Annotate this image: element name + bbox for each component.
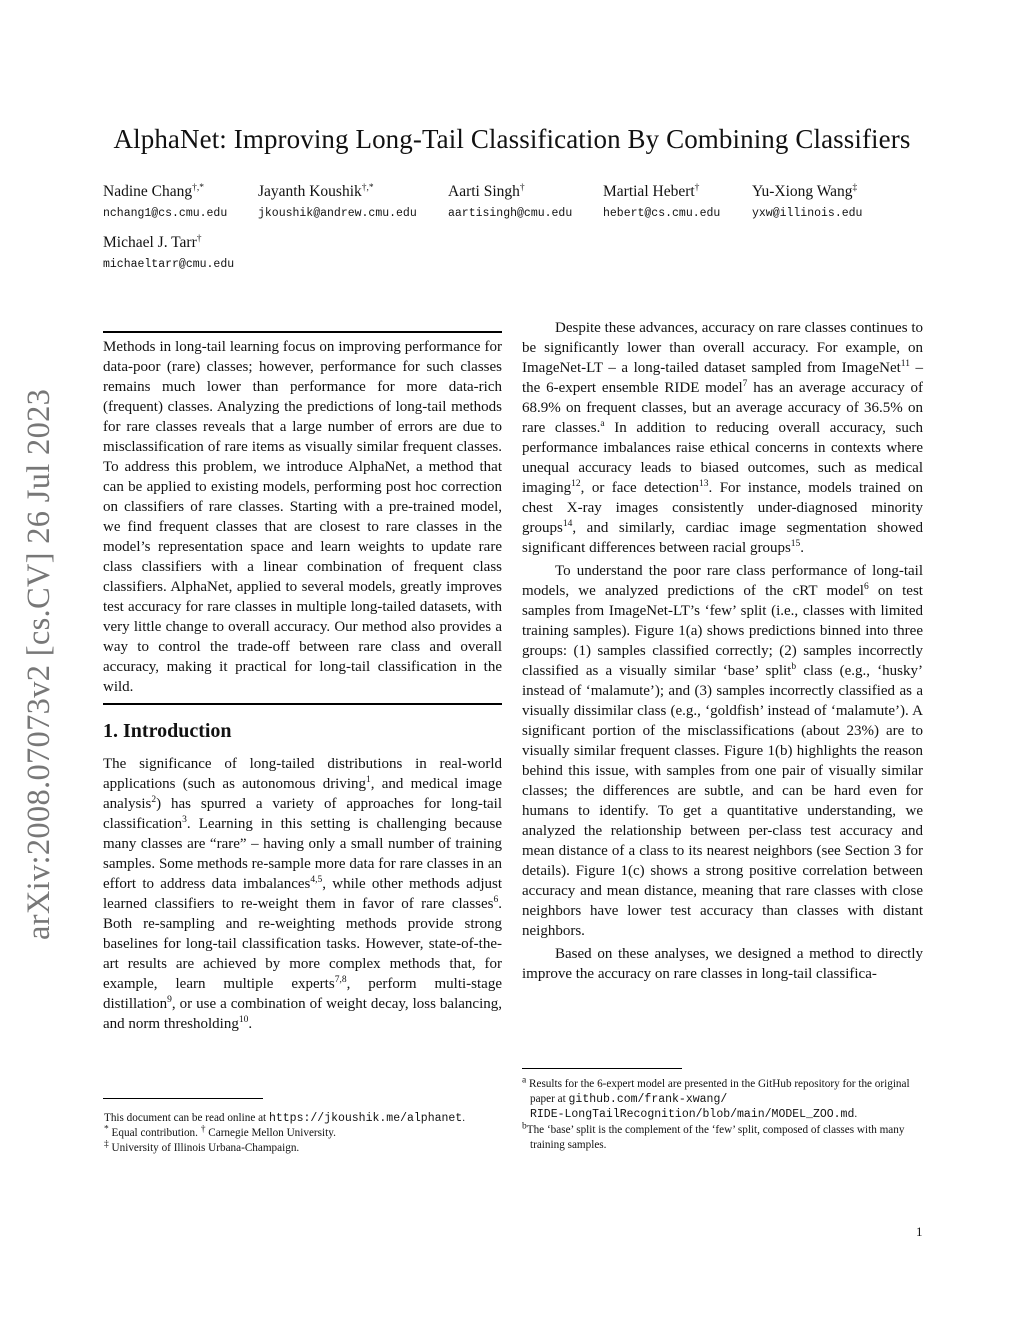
citation: 4,5 <box>310 875 323 885</box>
affiliation-mark: † <box>519 182 525 193</box>
author-6 <box>103 234 234 271</box>
author-email: yxw@illinois.edu <box>752 207 863 220</box>
author-email: hebert@cs.cmu.edu <box>603 207 721 220</box>
author-name: Yu-Xiong Wang <box>752 183 853 200</box>
author-email: jkoushik@andrew.cmu.edu <box>258 207 417 220</box>
citation: 15 <box>790 539 801 549</box>
citation: 6 <box>493 895 499 905</box>
affiliation-mark: †,* <box>192 182 204 193</box>
author-name: Martial Hebert <box>603 183 695 200</box>
author-2 <box>258 183 417 220</box>
citation: 14 <box>562 519 573 529</box>
project-link[interactable]: https://jkoushik.me/alphanet <box>268 1112 463 1125</box>
citation: 10 <box>238 1015 249 1025</box>
page-number: 1 <box>916 1224 923 1239</box>
citation: 7 <box>742 379 748 389</box>
affiliation-mark: ‡ <box>852 182 858 193</box>
footnote-mark: b <box>791 662 797 672</box>
footnote-rule-left <box>103 1098 263 1099</box>
footnote-mark: a <box>600 419 605 429</box>
author-name: Michael J. Tarr <box>103 234 197 251</box>
abstract <box>103 337 502 697</box>
citation: 6 <box>863 582 869 592</box>
author-1 <box>103 183 227 220</box>
author-email: nchang1@cs.cmu.edu <box>103 207 228 220</box>
author-email: aartisingh@cmu.edu <box>448 207 573 220</box>
affiliation-mark: † <box>694 182 700 193</box>
arxiv-identifier: arXiv:2008.07073v2 [cs.CV] 26 Jul 2023 <box>21 388 57 940</box>
citation: 13 <box>699 479 709 489</box>
paper-title: AlphaNet: Improving Long-Tail Classification By Combining Classifiers <box>113 124 911 154</box>
abstract-bottom-rule <box>103 703 502 705</box>
footnote-b: $^b$The ‘base’ split is the complement of the ‘few’ split, composed of classes with many training samples. <box>522 1121 905 1151</box>
author-4 <box>603 183 720 220</box>
github-link[interactable]: github.com/frank-xwang/ <box>568 1093 728 1106</box>
footnote-a: $^a$ Results for the 6-expert model are presented in the GitHub repository for the original paper at github.com/frank-xwang/ RIDE-LongTailRecognition/blob/main/MODEL_ZOO.md. <box>522 1075 910 1121</box>
github-link-cont[interactable]: RIDE-LongTailRecognition/blob/main/MODEL_ZOO.md <box>530 1108 855 1121</box>
citation: 1 <box>366 775 371 785</box>
citation: 9 <box>167 995 172 1005</box>
footnote-affiliations: * Equal contribution. † Carnegie Mellon University. <box>104 1124 336 1139</box>
citation: 12 <box>571 479 581 489</box>
citation: 2 <box>151 795 157 805</box>
author-name: Nadine Chang <box>103 183 193 200</box>
author-name: Jayanth Koushik <box>258 183 362 200</box>
footnotes-right <box>522 1077 924 1153</box>
intro-paragraph-3: To understand the poor rare class performance of long-tail models, we analyzed predictions of the cRT model$^6$ on test samples from ImageNet-LT’s ‘few’ split (i.e., classes with limited training samples). Figure 1(a) shows predictions binned into three groups: (1) samples classified correctly; (2) samples incorrectly classified as a visually similar ‘base’ split$^b$ class (e.g., ‘husky’ instead of ‘malamute’); and (3) samples incorrectly classified as a visually dissimilar class (e.g., ‘goldfish’ instead of ‘malamute’). A significant portion of the misclassifications (about 23%) are to visually similar frequent classes. Figure 1(b) highlights the reason behind this issue, with samples from one pair of visually similar classes; the differences are subtle, and can be hard even for humans to identify. To get a quantitative understanding, we analyzed the relationship between per-class test accuracy and mean distance of a class to its nearest neighbors (see Section 3 for details). Figure 1(c) shows a strong positive correlation between accuracy and mean distance, meaning that rare classes with close neighbors have lower test accuracy than classes with distant neighbors. <box>522 563 924 939</box>
author-name: Aarti Singh <box>448 183 520 200</box>
footnote-rule-right <box>522 1068 682 1069</box>
author-email: michaeltarr@cmu.edu <box>103 258 235 271</box>
author-3 <box>448 183 572 220</box>
intro-paragraph-1: The significance of long-tailed distributions in real-world applications (such as autonomous driving$^1$, and medical image analysis$^2$) has spurred a variety of approaches for long-tail classification$^3$. Learning in this setting is challenging because many classes are “rare” – having only a small number of training samples. Some methods re-sample more data for rare classes in an effort to address data imbalances$^{4,5}$, while other methods adjust learned classifiers to re-weight them in favor of rare classes$^6$. Both re-sampling and re-weighting methods provide strong baselines for long-tail classification tasks. However, state-of-the-art results are achieved by more complex methods that, for example, learn multiple experts$^{7,8}$, perform multi-stage distillation$^9$, or use a combination of weight decay, loss balancing, and norm thresholding$^{10}$. <box>103 756 502 1032</box>
footnote-affiliation-2: ‡ University of Illinois Urbana-Champaign. <box>104 1139 300 1154</box>
right-column <box>522 318 923 984</box>
citation: 7,8 <box>334 975 347 985</box>
citation: 11 <box>900 359 910 369</box>
author-5 <box>752 183 862 220</box>
affiliation-mark: † <box>196 233 202 244</box>
affiliation-mark: †,* <box>361 182 374 193</box>
footnote-url-line: This document can be read online at https://jkoushik.me/alphanet. <box>104 1112 465 1125</box>
footnotes-left <box>104 1111 504 1156</box>
abstract-top-rule <box>103 331 502 333</box>
intro-paragraph-2: Despite these advances, accuracy on rare classes continues to be significantly lower than overall accuracy. For example, on ImageNet-LT – a long-tailed dataset sampled from ImageNet$^{11}$ – the 6-expert ensemble RIDE model$^7$ has an average accuracy of 68.9% on frequent classes, but an average accuracy of 36.5% on rare classes.$^a$ In addition to reducing overall accuracy, such performance imbalances raise ethical concerns in contexts where unequal accuracy leads to biased outcomes, such as medical imaging$^{12}$, or face detection$^{13}$. For instance, models trained on chest X-ray images consistently under-diagnosed minority groups$^{14}$, and similarly, cardiac image segmentation showed significant differences between racial groups$^{15}$. <box>522 320 924 556</box>
citation: 3 <box>182 815 187 825</box>
abstract-text: Methods in long-tail learning focus on improving performance for data-poor (rare) classes; however, performance for such classes remains much lower than performance for more data-rich (frequent) classes. Analyzing the predictions of long-tail methods for rare classes reveals that a large number of errors are due to misclassification of rare items as visually similar frequent classes. To address this problem, we introduce AlphaNet, a method that can be applied to existing models, performing post hoc correction on classifiers of rare classes. Starting with a pre-trained model, we find frequent classes that are closest to rare classes in the model’s representation space and learn weights to update rare class classifiers with a linear combination of frequent class classifiers. AlphaNet, applied to several models, greatly improves test accuracy for rare classes in multiple long-tailed datasets, with very little change to overall accuracy. Our method also provides a way to control the trade-off between rare class and overall accuracy, making it practical for long-tail classification in the wild. <box>103 339 502 695</box>
intro-paragraph-4: Based on these analyses, we designed a method to directly improve the accuracy on rare classes in long-tail classifica- <box>522 946 923 982</box>
section-heading: 1. Introduction <box>103 720 232 742</box>
